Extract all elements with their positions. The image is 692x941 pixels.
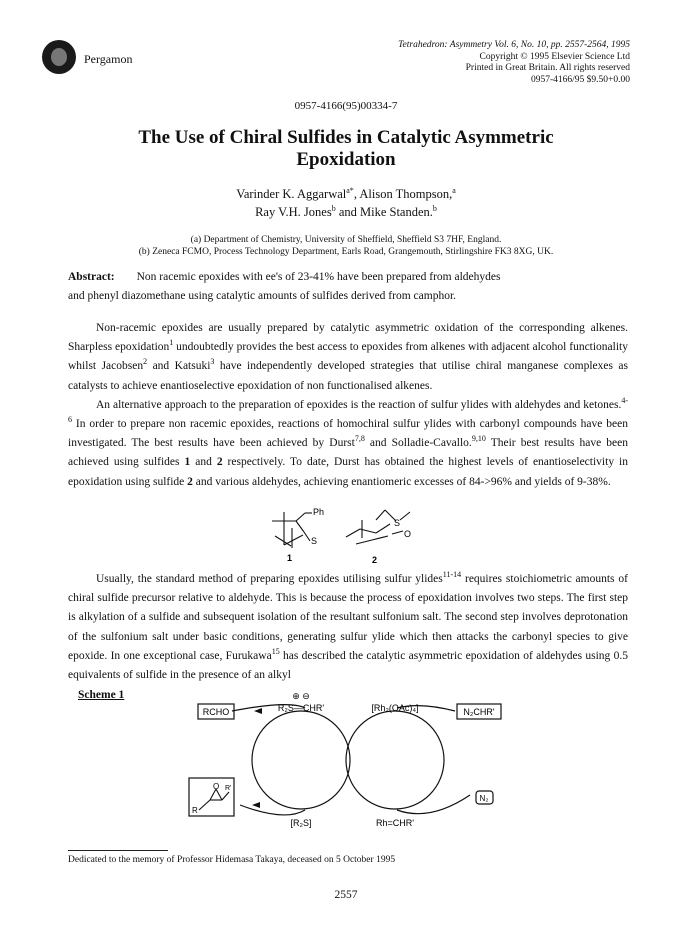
structure-2-s: S <box>394 518 401 528</box>
journal-line: Tetrahedron: Asymmetry Vol. 6, No. 10, pp. 2557-2564, 1995 <box>398 40 630 50</box>
copyright-line: Copyright © 1995 Elsevier Science Ltd <box>479 51 630 62</box>
abstract-line-1: Non racemic epoxides with ee's of 23-41% have been prepared from aldehydes <box>136 271 501 283</box>
publisher-name: Pergamon <box>84 52 133 66</box>
structure-2-label: 2 <box>372 555 378 565</box>
author-1-mark: a* <box>346 185 354 195</box>
structure-1 <box>272 512 312 548</box>
structure-2 <box>346 510 410 544</box>
author-3-mark: b <box>331 203 336 213</box>
structure-1-label: 1 <box>287 553 293 563</box>
scheme-label: Scheme 1 <box>78 689 125 701</box>
sulfide-label: [R₂S] <box>290 818 312 828</box>
author-2-mark: a <box>452 185 456 195</box>
author-2: , Alison Thompson, <box>353 187 453 201</box>
epoxide-r: R <box>192 806 198 815</box>
page-number: 2557 <box>334 889 358 901</box>
affiliation-a: (a) Department of Chemistry, University of Sheffield, Sheffield S3 7HF, England. <box>190 235 502 245</box>
author-1: Varinder K. Aggarwal <box>236 187 347 201</box>
author-4: and Mike Standen. <box>335 205 433 219</box>
structure-2-o: O <box>404 529 412 539</box>
epoxide-o: O <box>213 782 220 791</box>
paragraph-3: Usually, the standard method of preparing epoxides utilising sulfur ylides$^{11-14}$ requires stoichiometric amounts of chiral sulfide precursor relative to aldehyde. This is because the process of epoxidation involves two steps. The first step is alkylation of a sulfide and subsequent isolation of the resultant sulfonium salt. The second step involves deprotonation of the sulfonium salt under basic conditions, generating sulfur ylide which then attacks the carbonyl species to give epoxide. In one exceptional case, Furukawa$^{15}$ has described the catalytic asymmetric epoxidation of aldehydes using 0.5 equivalents of sulfide in the presence of an alkyl <box>68 570 628 682</box>
ylide-charges: ⊕ ⊖ <box>292 691 310 701</box>
structure-1-ph: Ph <box>313 507 325 517</box>
footnote-rule <box>68 850 168 851</box>
author-4-mark: b <box>432 203 437 213</box>
title-line-1: The Use of Chiral Sulfides in Catalytic Asymmetric <box>138 127 554 148</box>
epoxide-structure <box>199 789 229 810</box>
rcho-label: RCHO <box>202 707 230 717</box>
rh-catalyst-label: [Rh₂(OAc)₄] <box>371 703 419 713</box>
pii-code: 0957-4166(95)00334-7 <box>294 100 398 112</box>
printed-line: Printed in Great Britain. All rights reserved <box>465 63 630 73</box>
n2-label: N₂ <box>479 794 489 803</box>
carbene-label: Rh=CHR' <box>376 818 414 828</box>
abstract-line-2: and phenyl diazomethane using catalytic amounts of sulfides derived from camphor. <box>68 290 457 302</box>
paragraph-2: An alternative approach to the preparation of epoxides is the reaction of sulfur ylides with aldehydes and ketones.$^{4-6}$ In order to prepare non racemic epoxides, reactions of homochiral sulfur ylides with carbonyl compounds have been investigated. The best results have been achieved by Durst$^{7,8}$ and Solladie-Cavallo.$^{9,10}$ Their best results have been achieved using sulfides 1 and 2 respectively. To date, Durst has obtained the highest levels of enantioselectivity in epoxidation using sulfide 2 and various aldehydes, achieving enantiomeric excesses of 84->96% and yields of 9-38%. <box>68 395 628 488</box>
affiliation-b: (b) Zeneca FCMO, Process Technology Department, Earls Road, Grangemouth, Stirlingshire FK3 8XG, UK. <box>138 247 554 257</box>
issn-line: 0957-4166/95 $9.50+0.00 <box>530 74 630 85</box>
dedication-footnote: Dedicated to the memory of Professor Hidemasa Takaya, deceased on 5 October 1995 <box>68 855 396 865</box>
title-line-2: Epoxidation <box>296 149 396 170</box>
paragraph-1: Non-racemic epoxides are usually prepared by catalytic asymmetric oxidation of the corresponding alkenes. Sharpless epoxidation$^1$ undoubtedly provides the best access to epoxides from alkenes with adjacent alcohol functionality whilst Jacobsen$^2$ and Katsuki$^3$ have independently developed strategies that utilise chiral manganese complexes as catalysts to achieve enantioselective epoxidation of non functionalised alkenes. <box>68 322 628 392</box>
ylide-label: R₂S—CHR' <box>277 703 325 713</box>
author-3: Ray V.H. Jones <box>255 205 332 219</box>
abstract-label: Abstract: <box>68 271 115 283</box>
epoxide-r1: R' <box>225 785 232 792</box>
structure-1-s: S <box>311 536 318 546</box>
diazo-label: N₂CHR' <box>463 707 495 717</box>
scheme-cycles <box>232 705 470 815</box>
